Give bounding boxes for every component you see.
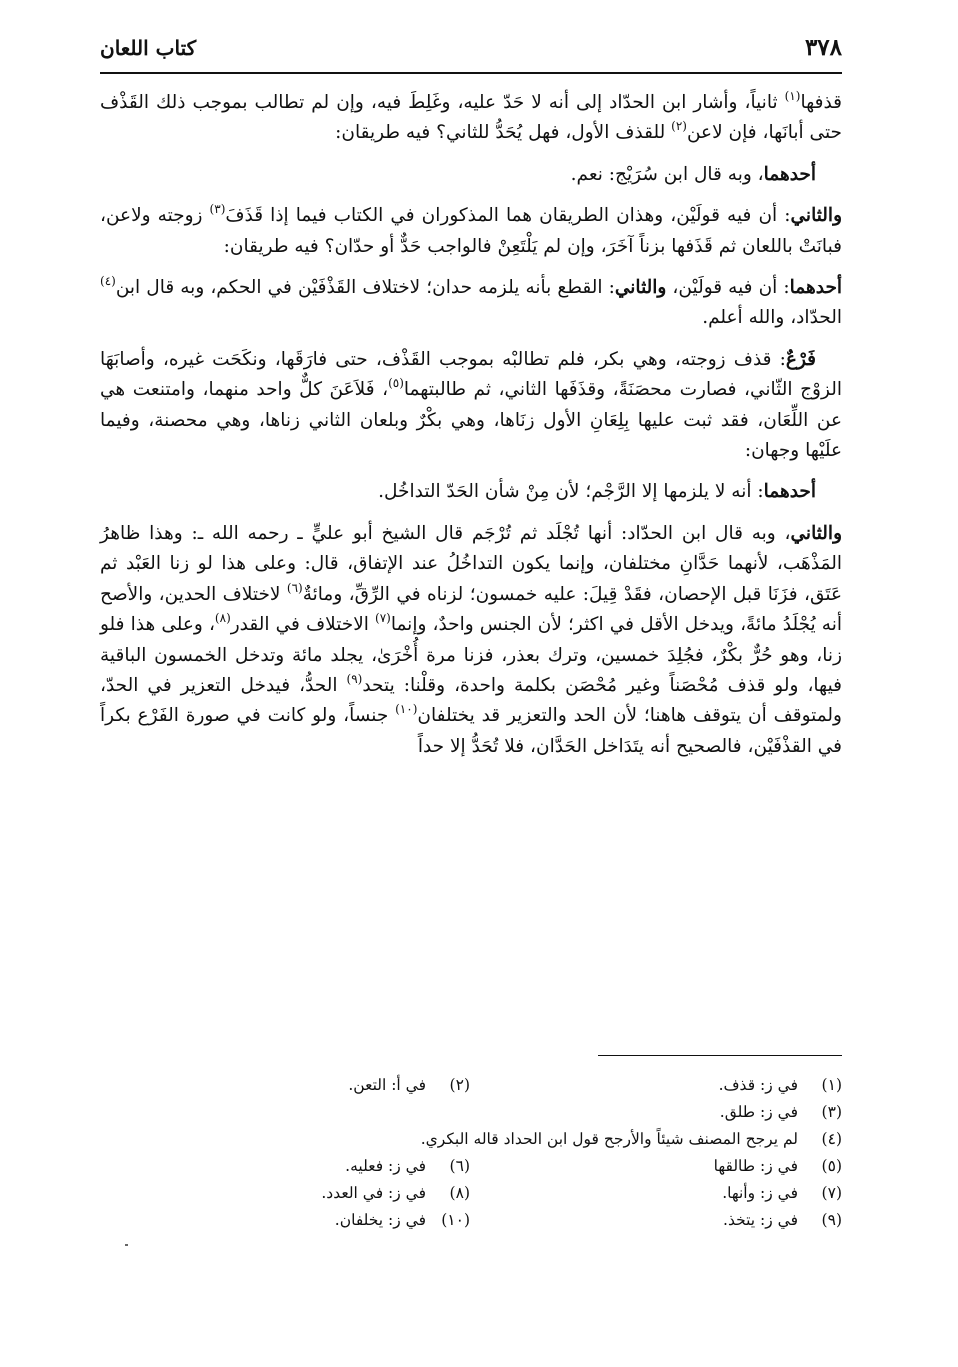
footnote: (٩)في ز: يتخذ. — [723, 1211, 842, 1229]
text-run: الحدُّ، فيدخل التعزير في الحدّ، ولمتوقف أن يتوقف هاهنا؛ لأن الحد والتعزير قد يختلفان — [100, 674, 842, 727]
footnotes — [100, 1072, 842, 1234]
footnote-marker: (٥) — [388, 376, 404, 391]
footnote-row — [100, 1126, 842, 1153]
footnote-marker: (٦) — [286, 580, 303, 595]
header-rule — [100, 72, 842, 74]
text-run: الاختلاف في القدر — [230, 614, 376, 636]
footnote: (١)في ز: قذف. — [718, 1076, 842, 1094]
text-run: ، وبه قال ابن الحدّاد: أنها تُجْلَد ثم تُرْجَم قال الشيخ أبو عليٍّ ـ رحمه الله ـ: وهذا ظاهرُ المَذْهَب، لأنهما حَدَّانِ مختلفان، وإنما يكون التداخُلُ عند الإتفاق، قال: وعلى هذا لو زنا العَبْد ثم عَتَق، فزَنَا قبل الإحصان، فقَدْ قِيلَ: عليه خمسون؛ لزناه في الرِّقِّ، ومائةٌ — [100, 522, 842, 605]
footnote: (٥)في ز: طالقها — [713, 1157, 842, 1175]
text-run: : أن فيه قولَيْن، — [666, 277, 790, 299]
footnote: (٤)لم يرجح المصنف شيئاً والأرجح قول ابن الحداد قاله البكري. — [420, 1130, 842, 1148]
footnote-marker: (٧) — [375, 610, 391, 625]
text-run: الحدّاد، والله أعلم. — [702, 307, 842, 329]
page-number: ٣٧٨ — [804, 34, 842, 61]
footnote-marker: (١) — [784, 88, 801, 103]
footnote-marker: (١٠) — [395, 702, 418, 717]
text-run: : أن فيه قولَيْن، وهذان الطريقان هما المذكوران في الكتاب فيما إذا قَذَفَ — [225, 205, 791, 227]
bold-term: أحدهما — [789, 277, 843, 299]
page-header — [100, 30, 842, 68]
paragraph — [100, 160, 842, 190]
paragraph — [100, 273, 842, 334]
footnote: (٢)في أ: التعن. — [348, 1076, 470, 1094]
text-run: قذفها — [800, 92, 842, 113]
text-run: ، وعلى هذا فلو زنا، وهو حُرٌّ بكْرٌ، فجُلِدَ خمسين، وترك بعذر، فزنا مرة أُخْرَىٰ، يجلد مائة وتدخل الخمسون الباقية فيها، ولو قذف مُحْصَناً وغير مُحْصَن بكلمة واحدة، وقلْنا: يتحد — [100, 614, 842, 696]
text-run: جنساً، ولو كانت في صورة الفَرْع بكراً في القذْفَيْن، فالصحيح أنه يتَدَاخل الحَدَّان، فلا تُحَدُّ إلا حداً — [100, 705, 842, 757]
text-run: ثانياً، وأشار ابن الحدّاد إلى أنه لا حَدّ عليه، وغَلِطَ فيه، وإن لم تطالب بموجب ذلك القَذْف حتى أبانَها، فإن لاعن — [100, 92, 842, 144]
running-title: كتاب اللعان — [100, 36, 197, 60]
text-run: ، وبه قال ابن سُرَيْج: نعم. — [570, 163, 764, 185]
footnote-marker: (٩) — [346, 671, 363, 686]
footnote: (٨)في ز: في العدد. — [321, 1184, 470, 1202]
footnote: (١٠)في ز: يخلفان. — [334, 1211, 470, 1229]
footnote-marker: (٤) — [100, 273, 116, 288]
bold-term: فَرْعٌ — [785, 348, 816, 370]
footnote-row — [100, 1099, 842, 1126]
scan-speck — [125, 1244, 128, 1246]
footnote-row — [100, 1153, 842, 1180]
footnote-marker: (٢) — [671, 119, 687, 134]
main-text — [100, 88, 842, 762]
footnote: (٧)في ز: وأنها. — [722, 1184, 842, 1202]
footnote-marker: (٣) — [209, 202, 226, 217]
paragraph — [100, 345, 842, 467]
footnote-separator — [598, 1055, 842, 1056]
text-run: للقذف الأول، فهل يُحَدُّ للثاني؟ فيه طريقان: — [335, 122, 672, 144]
paragraph — [100, 477, 842, 507]
footnote: (٦)في ز: فعليه. — [345, 1157, 470, 1175]
text-run: لاختلاف الحدين، والأصح أنه يُجْلَدُ مائةً، ويدخل الأقل في اكثر؛ لأن الجنس واحدٌ، وإنما — [100, 583, 842, 636]
paragraph — [100, 519, 842, 762]
footnote-row — [100, 1072, 842, 1099]
paragraph — [100, 88, 842, 149]
bold-term: والثاني — [614, 277, 667, 299]
paragraph — [100, 201, 842, 262]
bold-term: والثاني — [790, 522, 842, 544]
text-run: : قذف زوجته، وهي بكر، فلم تطالبْه بموجب القَذْف، حتى فارَقَها، ونكَحَت غيره، وأصابَهَا الزوْج الثّاني، فصارت محصَنَةً، وقذَفَها الثاني، ثم طالبتهما — [100, 348, 842, 401]
footnote: (٣)في ز: طلق. — [719, 1103, 842, 1121]
bold-term: أحدهما — [763, 163, 816, 185]
text-run: : أنه لا يلزمها إلا الرَّجْم؛ لأن مِنْ شأن الحَدّ التداخُل. — [378, 481, 764, 503]
text-run: زوجته ولاعن، فبانَتْ باللعان ثم قَذَفها بزناً آخَرَ، وإن لم يَلْتَعِنْ فالواجب حَدٌّ أو حدّان؟ فيه طريقان: — [100, 205, 842, 257]
bold-term: والثاني — [790, 205, 842, 227]
text-run: ، فَلاَعَنَ كلٌّ واحد منهما، وامتنعت هي عن اللِّعَان، فقد ثبت عليها بِلِعَانِ الأول زنَاها، وهي بكْرٌ وبلعان الثاني زناها، وهي محصنة، وفيما علَيْها وجهان: — [100, 379, 842, 462]
bold-term: أحدهما — [763, 481, 816, 503]
text-run: : القطع بأنه يلزمه حدان؛ لاختلاف القَذْفَيْن في الحكم، وبه قال ابن — [115, 277, 615, 299]
footnote-row — [100, 1207, 842, 1234]
footnote-marker: (٨) — [214, 610, 231, 625]
footnote-row — [100, 1180, 842, 1207]
